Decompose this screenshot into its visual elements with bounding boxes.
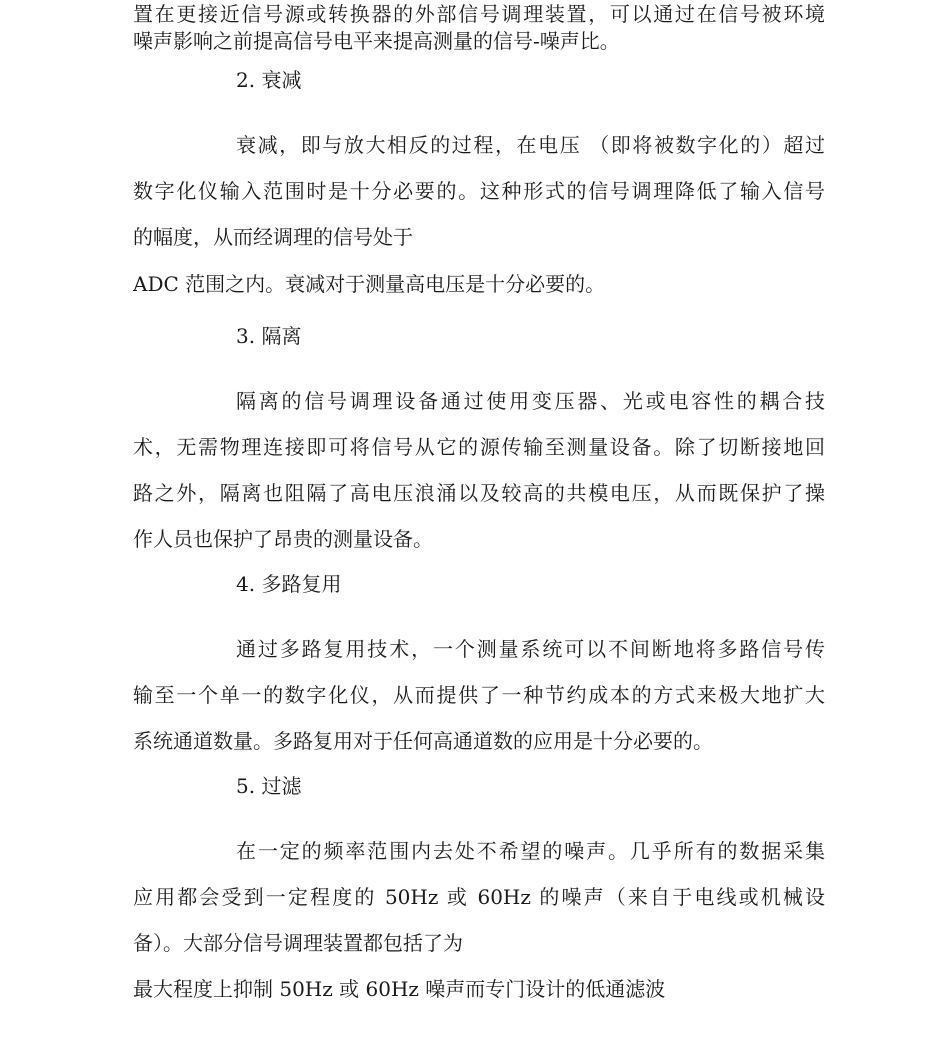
paragraph-line: 作人员也保护了昂贵的测量设备。	[133, 527, 433, 551]
paragraph-line: 应用都会受到一定程度的 50Hz 或 60Hz 的噪声（来自于电线或机械设	[133, 885, 825, 909]
intro-line-2: 噪声影响之前提高信号电平来提高测量的信号-噪声比。	[133, 29, 620, 53]
paragraph-line: 术，无需物理连接即可将信号从它的源传输至测量设备。除了切断接地回	[133, 435, 825, 459]
paragraph-line: 输至一个单一的数字化仪，从而提供了一种节约成本的方式来极大地扩大	[133, 683, 825, 707]
section-heading-isolation: 3. 隔离	[236, 324, 302, 348]
paragraph-line: 的幅度，从而经调理的信号处于	[133, 225, 413, 249]
paragraph-line: 隔离的信号调理设备通过使用变压器、光或电容性的耦合技	[236, 389, 825, 413]
intro-line-1: 置在更接近信号源或转换器的外部信号调理装置，可以通过在信号被环境	[133, 2, 825, 26]
paragraph-line: 系统通道数量。多路复用对于任何高通道数的应用是十分必要的。	[133, 729, 713, 753]
paragraph-line: 在一定的频率范围内去处不希望的噪声。几乎所有的数据采集	[236, 839, 825, 863]
paragraph-line: 衰减，即与放大相反的过程，在电压 （即将被数字化的）超过	[236, 133, 825, 157]
paragraph-line: 数字化仪输入范围时是十分必要的。这种形式的信号调理降低了输入信号	[133, 179, 825, 203]
paragraph-line: 通过多路复用技术，一个测量系统可以不间断地将多路信号传	[236, 637, 825, 661]
paragraph-line: 最大程度上抑制 50Hz 或 60Hz 噪声而专门设计的低通滤波	[133, 977, 666, 1001]
paragraph-line: 备）。大部分信号调理装置都包括了为	[133, 931, 463, 955]
section-heading-multiplexing: 4. 多路复用	[236, 572, 342, 596]
section-heading-filtering: 5. 过滤	[236, 774, 302, 798]
section-heading-attenuation: 2. 衰减	[236, 68, 302, 92]
paragraph-line: 路之外，隔离也阻隔了高电压浪涌以及较高的共模电压，从而既保护了操	[133, 481, 825, 505]
paragraph-line: ADC 范围之内。衰减对于测量高电压是十分必要的。	[133, 272, 606, 296]
